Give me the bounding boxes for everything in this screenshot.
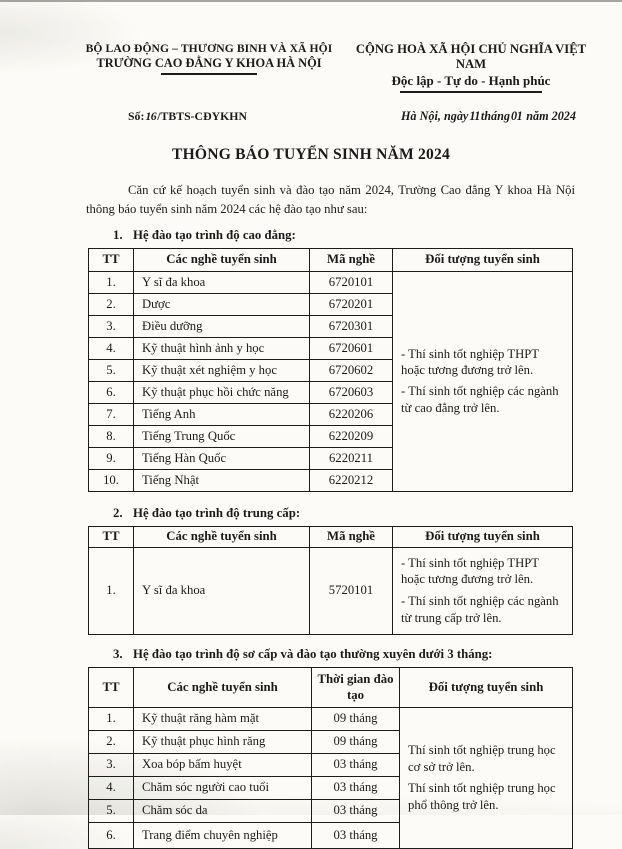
section-number: 1. [113,227,123,242]
row-index: 4. [89,776,134,799]
column-header-name: Các nghề tuyển sinh [134,667,312,707]
row-index: 6. [89,381,134,403]
row-index: 2. [89,730,134,753]
eligibility-item: - Thí sinh tốt nghiệp THPT hoặc tương đương trở lên. [401,555,539,587]
date-day-handwritten: 11 [469,108,480,123]
major-name: Kỹ thuật răng hàm mặt [134,707,312,730]
major-name: Y sĩ đa khoa [134,547,310,634]
row-index: 10. [89,469,134,491]
column-header-eligibility: Đối tượng tuyển sinh [393,526,573,547]
row-index: 3. [89,315,134,337]
section-title: Hệ đào tạo trình độ sơ cấp và đào tạo thường xuyên dưới 3 tháng: [133,646,493,661]
row-index: 5. [89,799,134,822]
intro-paragraph: Căn cứ kế hoạch tuyển sinh và đào tạo năm 2024, Trường Cao đẳng Y khoa Hà Nội thông báo tuyển sinh năm 2024 các hệ đào tạo như sau: [86,182,575,216]
motto-underline [400,91,542,93]
scan-edge-artifact [0,0,622,2]
column-header-code: Mã nghề [310,248,393,271]
major-name: Kỹ thuật hình ảnh y học [134,337,310,359]
document-title: THÔNG BÁO TUYỂN SINH NĂM 2024 [172,145,450,163]
training-duration: 03 tháng [312,776,400,799]
major-name: Tiếng Nhật [134,469,310,491]
training-duration: 09 tháng [312,707,400,730]
section-heading-2 [113,506,622,521]
major-code: 6720603 [310,381,393,403]
eligibility-item: Thí sinh tốt nghiệp trung học cơ sở trở lên. [408,743,556,775]
major-name: Kỹ thuật phục hình răng [134,730,312,753]
date-suffix: năm 2024 [526,108,576,123]
training-duration: 03 tháng [312,822,400,848]
section-number: 3. [113,646,123,661]
column-header-duration: Thời gian đào tạo [312,667,400,707]
document-meta-row [128,109,576,124]
major-code: 5720101 [310,547,393,634]
column-header-eligibility: Đối tượng tuyển sinh [393,248,573,271]
row-index: 5. [89,359,134,381]
table-header-row [89,248,573,271]
row-index: 7. [89,403,134,425]
major-name: Trang điểm chuyên nghiệp [134,822,312,848]
doc-number-suffix: /TBTS-CĐYKHN [157,108,247,123]
major-code: 6220206 [310,403,393,425]
eligibility-item: Thí sinh tốt nghiệp trung học phổ thông trở lên. [408,780,556,812]
eligibility-item: - Thí sinh tốt nghiệp THPT hoặc tương đương trở lên. [401,346,539,378]
column-header-tt: TT [89,248,134,271]
national-header [0,42,622,93]
eligibility-item: - Thí sinh tốt nghiệp các ngành từ trung cấp trở lên. [401,594,559,625]
section-title: Hệ đào tạo trình độ cao đẳng: [133,227,296,242]
major-name: Kỹ thuật xét nghiệm y học [134,359,310,381]
major-code: 6720301 [310,315,393,337]
date-prefix: Hà Nội, ngày [400,108,469,123]
major-code: 6720101 [310,271,393,293]
section-number: 2. [113,505,123,520]
major-code: 6720601 [310,337,393,359]
row-index: 3. [89,753,134,776]
eligibility-cell [400,707,573,848]
doc-number-prefix: Số: [128,108,145,123]
college-level-table [88,248,573,492]
row-index: 8. [89,425,134,447]
major-code: 6220212 [310,469,393,491]
column-header-tt: TT [89,667,134,707]
elementary-level-table [88,667,573,849]
table-header-row [89,526,573,547]
section-heading-1 [113,228,622,243]
column-header-eligibility: Đối tượng tuyển sinh [400,667,573,707]
school-name: TRƯỜNG CAO ĐẲNG Y KHOA HÀ NỘI [96,56,322,70]
country-title: CỘNG HOÀ XÃ HỘI CHỦ NGHĨA VIỆT NAM [355,42,587,71]
header-underline [161,73,257,75]
ministry-name: BỘ LAO ĐỘNG – THƯƠNG BINH VÀ XÃ HỘI [85,42,333,55]
row-index: 6. [89,822,134,848]
major-name: Chăm sóc da [134,799,312,822]
section-title: Hệ đào tạo trình độ trung cấp: [133,505,301,520]
training-duration: 09 tháng [312,730,400,753]
table-row [89,271,573,293]
eligibility-cell [393,271,573,491]
row-index: 1. [89,271,134,293]
major-name: Điều dưỡng [134,315,310,337]
row-index: 1. [89,707,134,730]
eligibility-cell [393,547,573,634]
training-duration: 03 tháng [312,799,400,822]
major-code: 6220209 [310,425,393,447]
eligibility-item: - Thí sinh tốt nghiệp các ngành từ cao đẳng trở lên. [401,384,559,415]
issuing-agency-block [84,42,334,93]
section-heading-3 [113,647,622,662]
row-index: 4. [89,337,134,359]
row-index: 9. [89,447,134,469]
document-number [128,109,247,124]
row-index: 2. [89,293,134,315]
training-duration: 03 tháng [312,753,400,776]
table-header-row [89,667,573,707]
major-name: Tiếng Trung Quốc [134,425,310,447]
column-header-name: Các nghề tuyển sinh [134,526,310,547]
column-header-tt: TT [89,526,134,547]
major-code: 6720201 [310,293,393,315]
major-code: 6720602 [310,359,393,381]
date-mid: tháng [480,108,510,123]
major-name: Tiếng Anh [134,403,310,425]
national-motto-block [340,42,602,93]
doc-number-handwritten: 16 [145,108,157,123]
row-index: 1. [89,547,134,634]
major-code: 6220211 [310,447,393,469]
major-name: Chăm sóc người cao tuổi [134,776,312,799]
major-name: Y sĩ đa khoa [134,271,310,293]
table-row [89,707,573,730]
major-name: Kỹ thuật phục hồi chức năng [134,381,310,403]
place-date-line [401,109,576,124]
table-row [89,547,573,634]
major-name: Xoa bóp bấm huyệt [134,753,312,776]
major-name: Tiếng Hàn Quốc [134,447,310,469]
national-motto: Độc lập - Tự do - Hạnh phúc [391,73,551,88]
column-header-name: Các nghề tuyển sinh [134,248,310,271]
major-name: Dược [134,293,310,315]
intermediate-level-table [88,526,573,635]
column-header-code: Mã nghề [310,526,393,547]
date-month-handwritten: 01 [510,108,523,123]
